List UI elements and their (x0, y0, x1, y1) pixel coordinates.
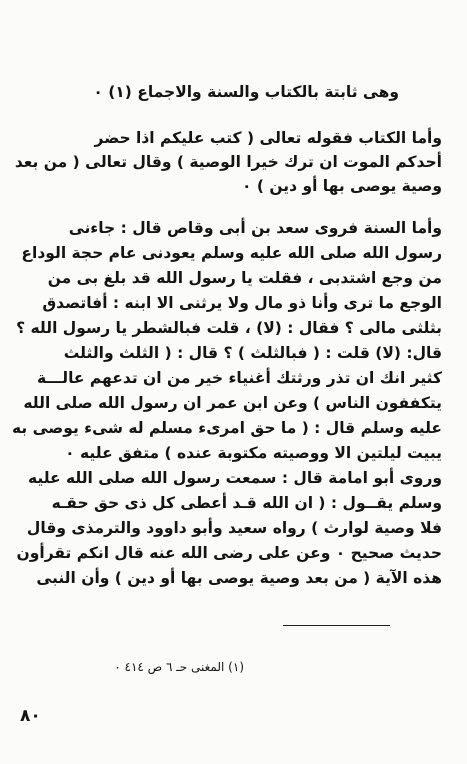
text-line: فلا وصية لوارث ) رواه سعيد وأبو داوود والترمذى وقال (26, 519, 442, 537)
text-line: الوجع ما ترى وأنا ذو مال ولا يرثنى الا ابنه : أفاتصدق (42, 294, 442, 312)
text-line: وصية يوصى بها أو دين ) ٠ (241, 177, 442, 195)
text-line: حديث صحيح ٠ وعن على رضى الله عنه قال انكم تقرأون (16, 544, 442, 562)
text-line: وسلم يقــول : ( ان الله قـد أعطى كل ذى حق حقـه (51, 494, 442, 512)
text-line: وروى أبو امامة قال : سمعت رسول الله صلى الله عليه (27, 469, 442, 487)
text-line: يبيت ليلتين الا ووصيته مكتوبة عنده ) متفق عليه ٠ (65, 444, 442, 462)
text-line: قال: (لا) قلت : ( فبالثلث ) ؟ قال : ( الثلث والثلث (63, 344, 442, 362)
footnote: (١) المغنى حـ ٦ ص ٤١٤ ٠ (114, 660, 244, 674)
text-line: هذه الآية ( من بعد وصية يوصى بها أو دين ) وأن النبى (36, 569, 442, 587)
text-line: وأما الكتاب فقوله تعالى ( كتب عليكم اذا حضر (94, 129, 442, 147)
footnote-separator (283, 625, 390, 626)
text-line: من وجع اشتدبى ، فقلت يا رسول الله قد بلغ بى من (47, 269, 442, 287)
text-line: كثير انك ان تذر ورثتك أغنياء خير من ان تدعهم عالـــة (36, 369, 442, 387)
section-heading: وهى ثابتة بالكتاب والسنة والاجماع (١) ٠ (93, 83, 399, 101)
text-line: رسول الله صلى الله عليه وسلم يعودنى عام حجة الوداع (21, 244, 442, 262)
text-line: عليه وسلم قال : ( ما حق امرىء مسلم له شىء يوصى به (11, 419, 442, 437)
page-number: ٨٠ (20, 706, 41, 726)
text-line: يتكففون الناس ) وعن ابن عمر ان رسول الله صلى الله (23, 394, 442, 412)
text-line: بثلثى مالى ؟ فقال : (لا) ، قلت فبالشطر يا رسول الله ؟ (16, 319, 442, 337)
text-line: وأما السنة فروى سعد بن أبى وقاص قال : جاءنى (68, 219, 442, 237)
text-line: أحدكم الموت ان ترك خيرا الوصية ) وقال تعالى ( من بعد (14, 153, 442, 171)
